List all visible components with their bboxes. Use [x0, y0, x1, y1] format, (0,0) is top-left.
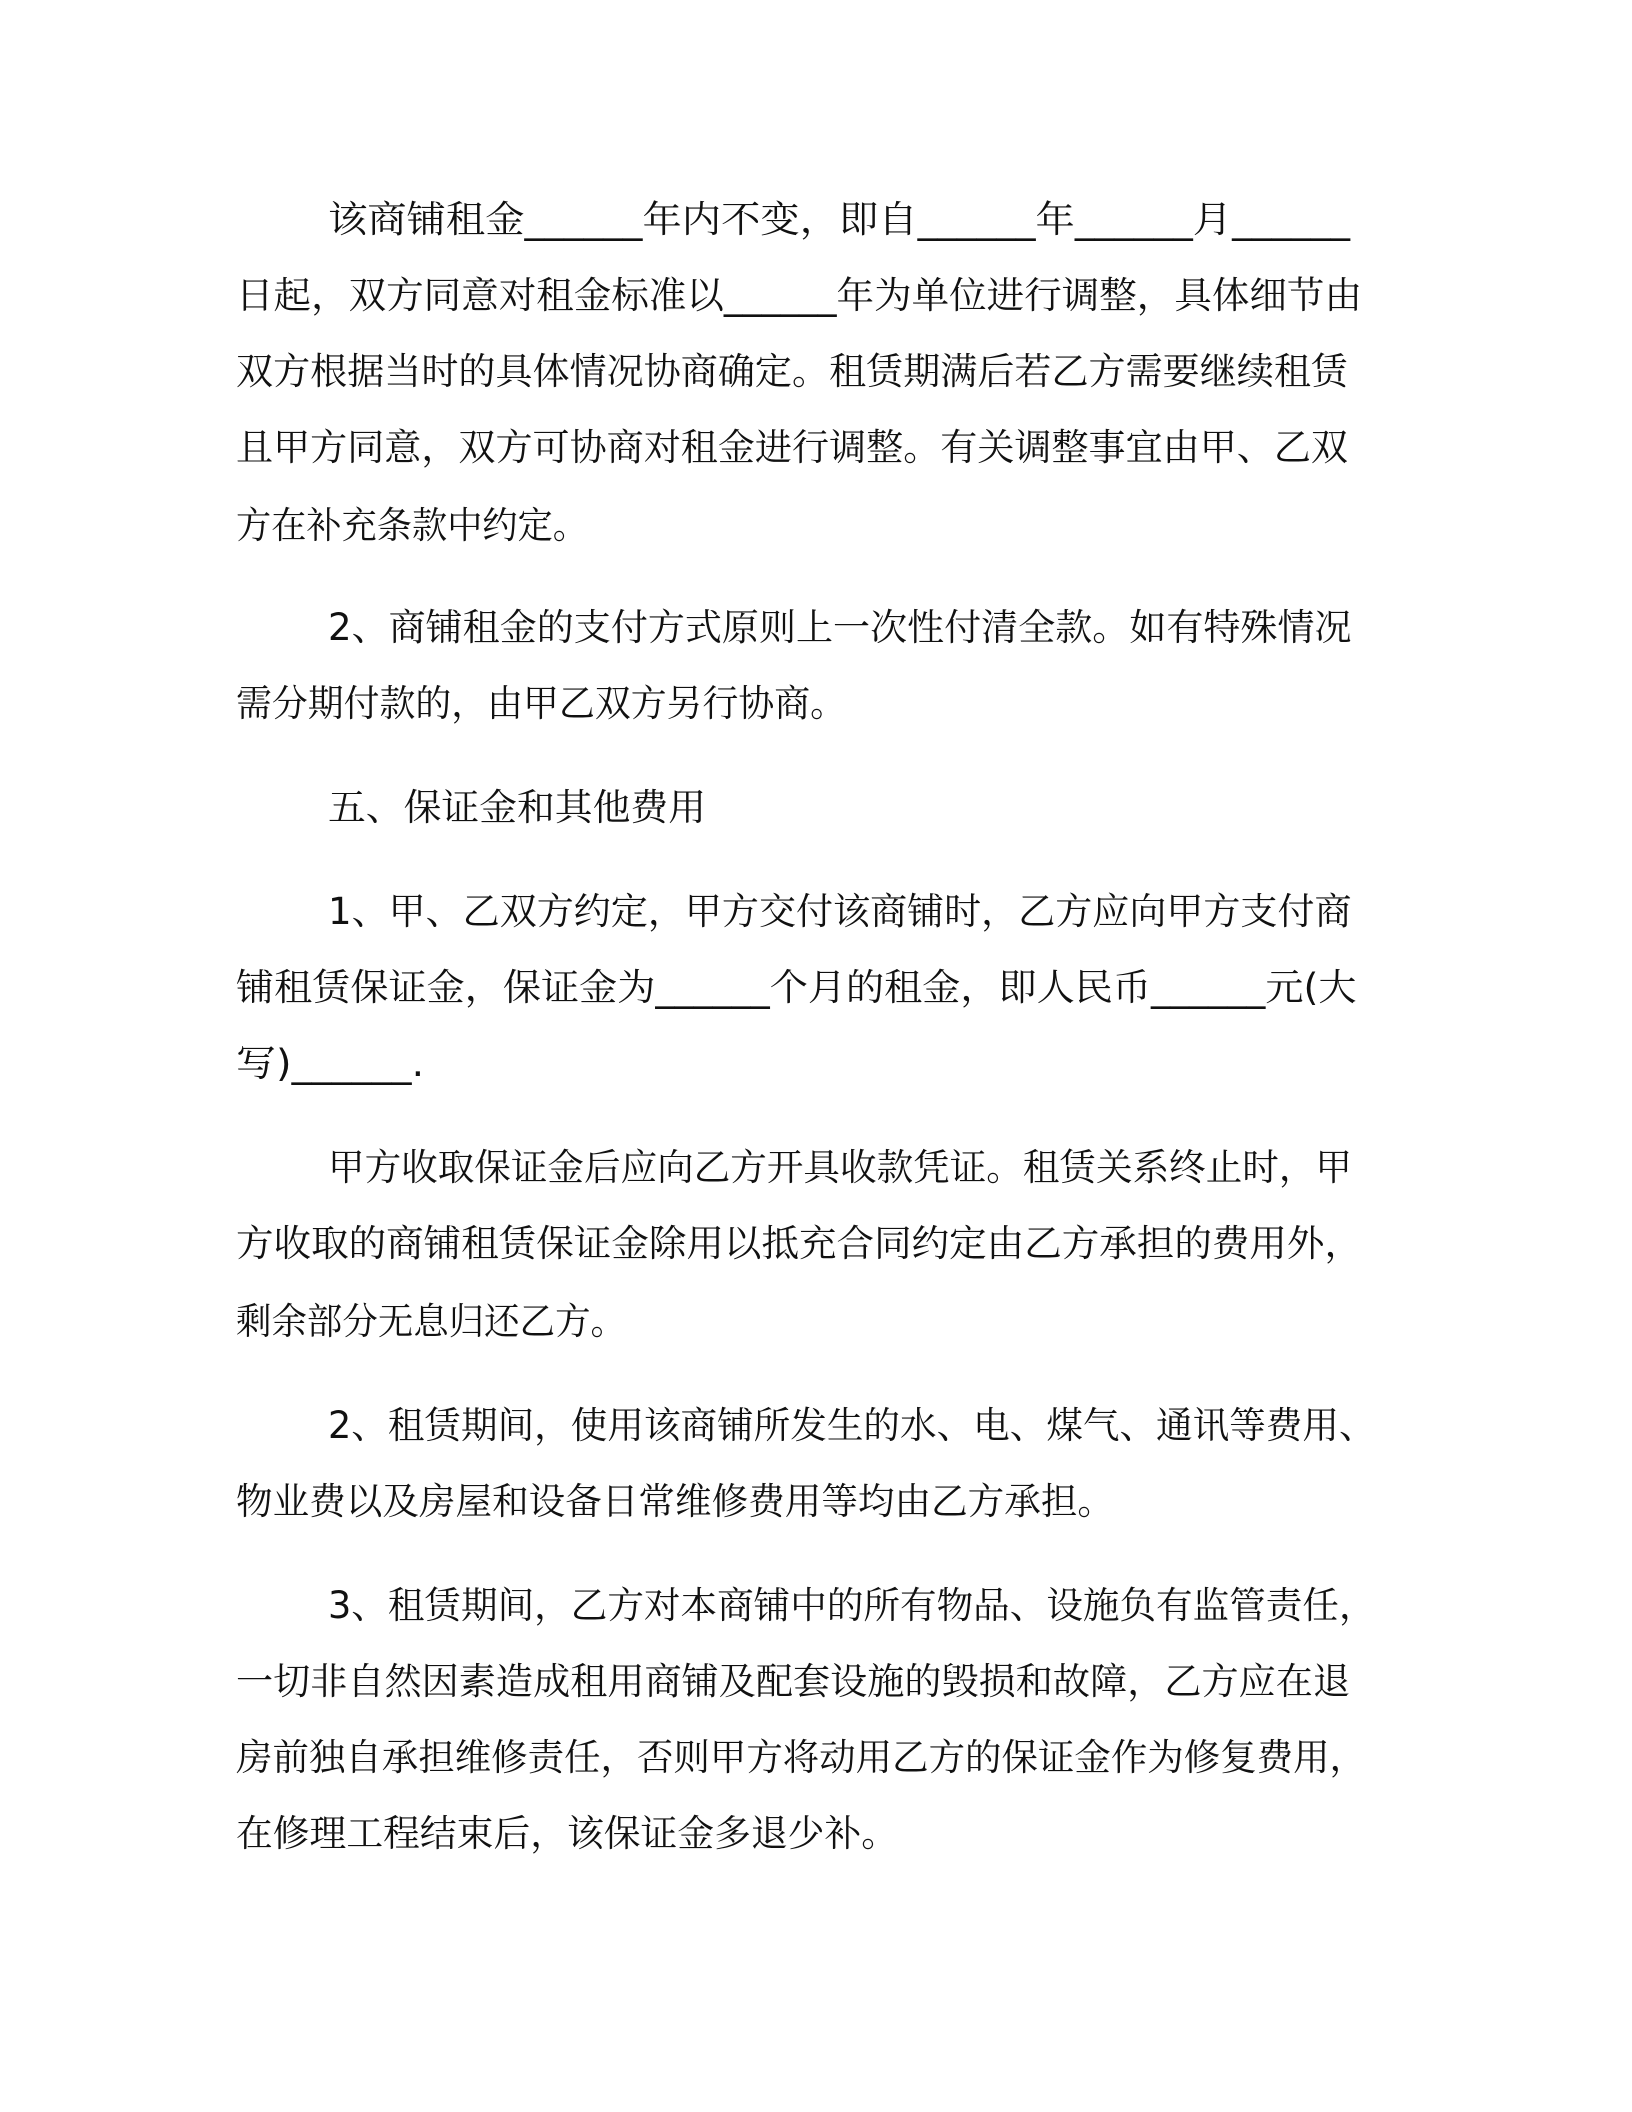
text-line: 2、租赁期间，使用该商铺所发生的水、电、煤气、通讯等费用、 — [328, 1404, 1376, 1447]
section-heading: 五、保证金和其他费用 — [328, 786, 706, 829]
text-line: 铺租赁保证金，保证金为______个月的租金，即人民币______元(大 — [236, 966, 1357, 1009]
text-line: 房前独自承担维修责任，否则甲方将动用乙方的保证金作为修复费用， — [236, 1736, 1366, 1779]
text-line: 双方根据当时的具体情况协商确定。租赁期满后若乙方需要继续租赁 — [236, 350, 1348, 393]
text-line: 需分期付款的，由甲乙双方另行协商。 — [236, 682, 846, 725]
text-line: 方在补充条款中约定。 — [236, 504, 588, 547]
text-line: 日起，双方同意对租金标准以______年为单位进行调整，具体细节由 — [236, 274, 1362, 317]
text-line: 写)______. — [236, 1042, 425, 1085]
text-line: 2、商铺租金的支付方式原则上一次性付清全款。如有特殊情况 — [328, 606, 1352, 649]
text-line: 方收取的商铺租赁保证金除用以抵充合同约定由乙方承担的费用外， — [236, 1222, 1362, 1265]
text-line: 1、甲、乙双方约定，甲方交付该商铺时，乙方应向甲方支付商 — [328, 890, 1352, 933]
text-line: 剩余部分无息归还乙方。 — [236, 1300, 626, 1343]
text-line: 在修理工程结束后，该保证金多退少补。 — [236, 1812, 898, 1855]
text-line: 物业费以及房屋和设备日常维修费用等均由乙方承担。 — [236, 1480, 1114, 1523]
text-line: 该商铺租金______年内不变，即自______年______月______ — [328, 198, 1350, 241]
text-line: 甲方收取保证金后应向乙方开具收款凭证。租赁关系终止时，甲 — [328, 1146, 1352, 1189]
text-line: 一切非自然因素造成租用商铺及配套设施的毁损和故障，乙方应在退 — [236, 1660, 1350, 1703]
text-line: 3、租赁期间，乙方对本商铺中的所有物品、设施负有监管责任， — [328, 1584, 1376, 1627]
text-line: 且甲方同意，双方可协商对租金进行调整。有关调整事宜由甲、乙双 — [236, 426, 1348, 469]
